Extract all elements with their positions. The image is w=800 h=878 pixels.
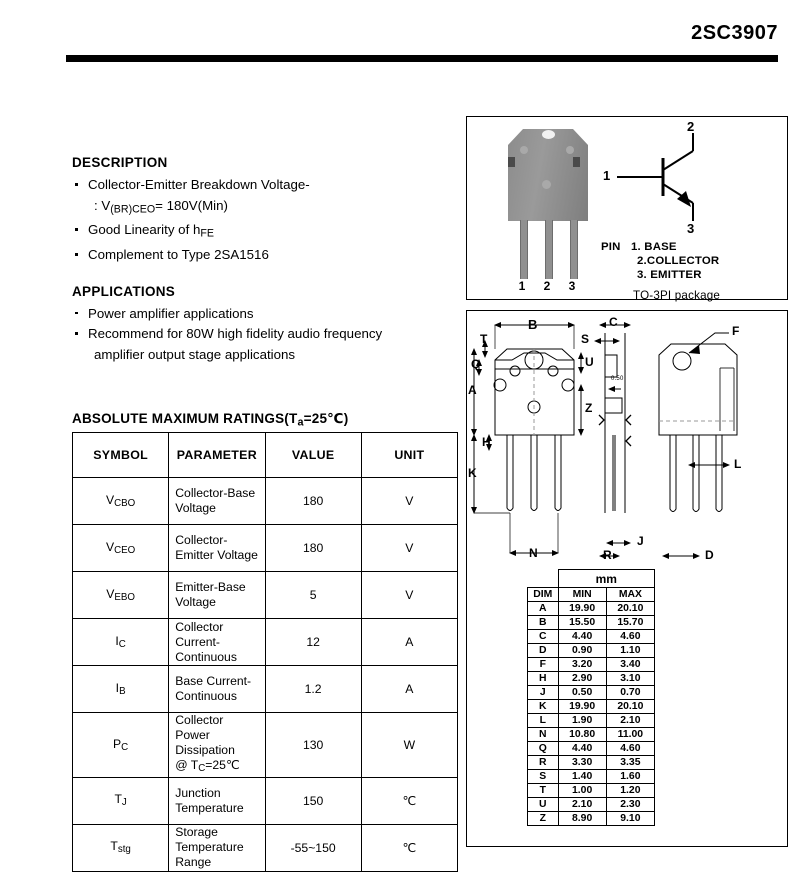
description-item-1: : $V_{(BR)CEO}= 180V(Min)$ — [94, 197, 228, 215]
pin-legend-1: 1. BASE — [631, 241, 677, 253]
table-row — [528, 812, 655, 826]
pin-legend-head: PIN — [601, 241, 621, 253]
ratings-table — [72, 432, 458, 871]
npn-transistor-icon — [607, 125, 772, 235]
symbol-main: I — [115, 681, 120, 696]
symbol-sub: CEO — [114, 545, 136, 557]
table-row — [528, 672, 655, 686]
table-row — [528, 798, 655, 812]
cell-dim: U — [528, 798, 559, 812]
cell-parameter: Collector-Emitter Voltage — [169, 525, 265, 572]
dim-marker-Z: Z — [585, 401, 593, 415]
side-note-050: 0.50 — [611, 376, 624, 382]
symbol-sub: C — [121, 742, 129, 754]
cell-dim: K — [528, 700, 559, 714]
dimension-table-wrapper — [527, 569, 655, 826]
package-dimple — [542, 180, 551, 189]
cell-parameter-line1: Collector Power Dissipation — [175, 713, 235, 758]
ratings-heading-suffix: =25℃) — [303, 411, 349, 426]
spacer-cell — [528, 570, 559, 588]
cell-min: 3.20 — [558, 658, 606, 672]
table-header-row — [73, 433, 458, 478]
dim-marker-S: S — [581, 332, 590, 346]
list-item — [72, 304, 464, 324]
package-dimple — [566, 146, 574, 154]
cell-symbol — [73, 824, 169, 871]
cell-symbol — [73, 572, 169, 619]
unit-header: mm — [558, 570, 655, 588]
table-row — [528, 742, 655, 756]
applications-item-1: Recommend for 80W high fidelity audio frequency — [88, 326, 383, 342]
package-photo — [500, 127, 596, 293]
ratings-table-body — [73, 478, 458, 871]
dim-marker-A: A — [468, 383, 477, 397]
table-row — [73, 666, 458, 713]
table-row — [528, 714, 655, 728]
symbol-main: V — [105, 540, 115, 555]
table-row — [73, 777, 458, 824]
pin-legend-3: 3. EMITTER — [637, 269, 702, 281]
cell-min: 19.90 — [558, 700, 606, 714]
cell-max: 1.10 — [606, 644, 654, 658]
table-row — [528, 630, 655, 644]
cell-value: 130 — [265, 713, 361, 777]
table-row — [73, 478, 458, 525]
list-item — [72, 345, 464, 365]
table-row — [528, 644, 655, 658]
cell-max: 3.40 — [606, 658, 654, 672]
bullet-dot — [75, 183, 78, 186]
cell-parameter-line2: @ $T_C=25℃$ — [175, 758, 240, 775]
header-divider — [66, 55, 778, 62]
symbol-main: V — [106, 587, 115, 602]
cell-dim: Z — [528, 812, 559, 826]
cell-min: 19.90 — [558, 602, 606, 616]
cell-value: 12 — [265, 619, 361, 666]
list-item — [72, 220, 464, 244]
dim-marker-D: D — [705, 548, 714, 562]
cell-dim: Q — [528, 742, 559, 756]
bullet-dot — [75, 312, 78, 315]
dimension-table — [527, 569, 655, 826]
cell-max: 3.10 — [606, 672, 654, 686]
table-row — [528, 658, 655, 672]
dim-marker-R: R — [603, 548, 612, 562]
package-lead — [520, 220, 528, 279]
package-lead — [570, 220, 578, 279]
cell-unit: V — [361, 525, 457, 572]
column-header-dim: DIM — [528, 588, 559, 602]
cell-unit: ℃ — [361, 777, 457, 824]
dim-marker-L: L — [734, 457, 742, 471]
ratings-heading-prefix: ABSOLUTE MAXIMUM RATINGS(T — [72, 411, 298, 426]
cell-min: 1.40 — [558, 770, 606, 784]
cell-max: 4.60 — [606, 742, 654, 756]
page-title: 2SC3907 — [691, 22, 778, 44]
package-shoulder-right — [573, 129, 588, 145]
cell-dim: B — [528, 616, 559, 630]
cell-max: 15.70 — [606, 616, 654, 630]
cell-unit: W — [361, 713, 457, 777]
cell-symbol — [73, 478, 169, 525]
cell-max: 9.10 — [606, 812, 654, 826]
cell-min: 2.90 — [558, 672, 606, 686]
list-item — [72, 245, 464, 265]
description-heading: DESCRIPTION — [72, 155, 168, 170]
cell-max: 1.60 — [606, 770, 654, 784]
dim-marker-J: J — [637, 534, 644, 548]
cell-value: -55~150 — [265, 824, 361, 871]
package-notch-right — [573, 157, 580, 167]
cell-value: 150 — [265, 777, 361, 824]
table-row — [73, 713, 458, 777]
bullet-dot — [75, 228, 78, 231]
cell-parameter: Collector Current-Continuous — [169, 619, 265, 666]
symbol-sub: J — [121, 797, 127, 809]
cell-dim: L — [528, 714, 559, 728]
cell-value: 1.2 — [265, 666, 361, 713]
cell-min: 0.90 — [558, 644, 606, 658]
symbol-sub: stg — [117, 844, 131, 856]
cell-parameter: Base Current-Continuous — [169, 666, 265, 713]
ratings-heading — [72, 411, 458, 432]
dim-marker-U: U — [585, 355, 594, 369]
table-row — [528, 770, 655, 784]
table-row — [73, 619, 458, 666]
symbol-main: T — [114, 792, 122, 807]
cell-max: 20.10 — [606, 700, 654, 714]
list-item — [72, 175, 464, 195]
symbol-main: T — [110, 839, 118, 854]
cell-min: 4.40 — [558, 630, 606, 644]
pin-number-3: 3 — [568, 279, 576, 293]
cell-dim: F — [528, 658, 559, 672]
description-list — [72, 175, 464, 265]
applications-item-2: amplifier output stage applications — [94, 346, 296, 362]
dim-marker-F: F — [732, 324, 740, 338]
symbol-main: P — [113, 736, 122, 751]
cell-dim: C — [528, 630, 559, 644]
description-item-3: Complement to Type 2SA1516 — [88, 247, 269, 263]
cell-unit: ℃ — [361, 824, 457, 871]
applications-heading: APPLICATIONS — [72, 283, 176, 299]
package-outline-panel — [466, 116, 788, 300]
symbol-main: V — [105, 493, 115, 508]
cell-min: 1.90 — [558, 714, 606, 728]
cell-max: 2.30 — [606, 798, 654, 812]
cell-min: 10.80 — [558, 728, 606, 742]
cell-dim: S — [528, 770, 559, 784]
package-notch-left — [508, 157, 515, 167]
description-section — [72, 155, 464, 265]
table-header-row-unit — [528, 570, 655, 588]
table-row — [528, 728, 655, 742]
cell-symbol — [73, 525, 169, 572]
symbol-terminal-1: 1 — [603, 168, 611, 183]
cell-dim: R — [528, 756, 559, 770]
cell-min: 0.50 — [558, 686, 606, 700]
package-shoulder-left — [508, 129, 523, 145]
symbol-sub: B — [119, 686, 126, 698]
table-row — [528, 616, 655, 630]
cell-min: 15.50 — [558, 616, 606, 630]
cell-unit: A — [361, 619, 457, 666]
symbol-main: I — [115, 634, 119, 649]
cell-dim: N — [528, 728, 559, 742]
table-row — [528, 686, 655, 700]
ratings-heading-sub: a — [297, 416, 304, 429]
cell-unit: V — [361, 478, 457, 525]
column-header-parameter: PARAMETER — [169, 433, 265, 478]
dim-marker-C: C — [609, 315, 618, 329]
cell-unit: V — [361, 572, 457, 619]
pin-legend-2: 2.COLLECTOR — [637, 255, 720, 267]
cell-min: 2.10 — [558, 798, 606, 812]
column-header-max: MAX — [606, 588, 654, 602]
cell-value: 180 — [265, 525, 361, 572]
cell-parameter: Collector-Base Voltage — [169, 478, 265, 525]
bullet-dot — [75, 332, 78, 335]
dim-marker-Q: Q — [471, 357, 481, 371]
applications-section — [72, 284, 464, 365]
symbol-sub: EBO — [114, 592, 135, 604]
cell-symbol — [73, 777, 169, 824]
package-name-label: TO-3PI package — [633, 289, 721, 302]
cell-max: 1.20 — [606, 784, 654, 798]
cell-min: 8.90 — [558, 812, 606, 826]
pin-number-1: 1 — [518, 279, 526, 293]
cell-max: 2.10 — [606, 714, 654, 728]
description-item-0: Collector-Emitter Breakdown Voltage- — [88, 177, 310, 192]
cell-min: 4.40 — [558, 742, 606, 756]
transistor-symbol-diagram — [601, 119, 772, 302]
cell-parameter: Emitter-Base Voltage — [169, 572, 265, 619]
table-row — [528, 756, 655, 770]
cell-min: 3.30 — [558, 756, 606, 770]
symbol-terminal-2: 2 — [687, 119, 695, 134]
table-row — [528, 602, 655, 616]
package-mounting-hole — [542, 130, 555, 139]
cell-unit: A — [361, 666, 457, 713]
table-header-row — [528, 588, 655, 602]
bullet-dot — [75, 253, 78, 256]
dim-marker-N: N — [529, 546, 538, 560]
cell-dim: J — [528, 686, 559, 700]
cell-min: 1.00 — [558, 784, 606, 798]
absolute-maximum-ratings-section — [72, 411, 458, 872]
cell-max: 3.35 — [606, 756, 654, 770]
package-dimension-drawing — [467, 313, 785, 565]
list-item — [72, 196, 464, 220]
cell-dim: H — [528, 672, 559, 686]
symbol-terminal-3: 3 — [687, 221, 695, 236]
left-content-column — [72, 155, 464, 365]
cell-parameter — [169, 713, 265, 777]
cell-parameter: Storage Temperature Range — [169, 824, 265, 871]
cell-value: 180 — [265, 478, 361, 525]
cell-max: 20.10 — [606, 602, 654, 616]
package-dimple — [520, 146, 528, 154]
column-header-value: VALUE — [265, 433, 361, 478]
column-header-unit: UNIT — [361, 433, 457, 478]
dim-marker-B: B — [528, 317, 538, 332]
cell-value: 5 — [265, 572, 361, 619]
applications-item-0: Power amplifier applications — [88, 305, 254, 321]
cell-symbol — [73, 666, 169, 713]
mechanical-dimensions-panel — [466, 310, 788, 847]
cell-max: 4.60 — [606, 630, 654, 644]
applications-list — [72, 304, 464, 365]
dim-marker-T: T — [480, 332, 488, 346]
table-row — [73, 572, 458, 619]
dim-marker-K: K — [468, 466, 477, 480]
table-row — [528, 784, 655, 798]
cell-max: 0.70 — [606, 686, 654, 700]
cell-dim: D — [528, 644, 559, 658]
symbol-sub: C — [118, 639, 126, 651]
cell-max: 11.00 — [606, 728, 654, 742]
table-row — [73, 525, 458, 572]
table-row — [528, 700, 655, 714]
table-row — [73, 824, 458, 871]
dim-marker-H: H — [482, 435, 491, 449]
symbol-sub: CBO — [114, 498, 136, 510]
cell-symbol — [73, 619, 169, 666]
cell-parameter: Junction Temperature — [169, 777, 265, 824]
pin-number-2: 2 — [543, 279, 551, 293]
column-header-symbol: SYMBOL — [73, 433, 169, 478]
list-item — [72, 324, 464, 344]
cell-symbol — [73, 713, 169, 777]
cell-dim: T — [528, 784, 559, 798]
cell-dim: A — [528, 602, 559, 616]
column-header-min: MIN — [558, 588, 606, 602]
package-lead — [545, 220, 553, 279]
description-item-2: Good Linearity of $h_{FE}$ — [88, 222, 214, 240]
